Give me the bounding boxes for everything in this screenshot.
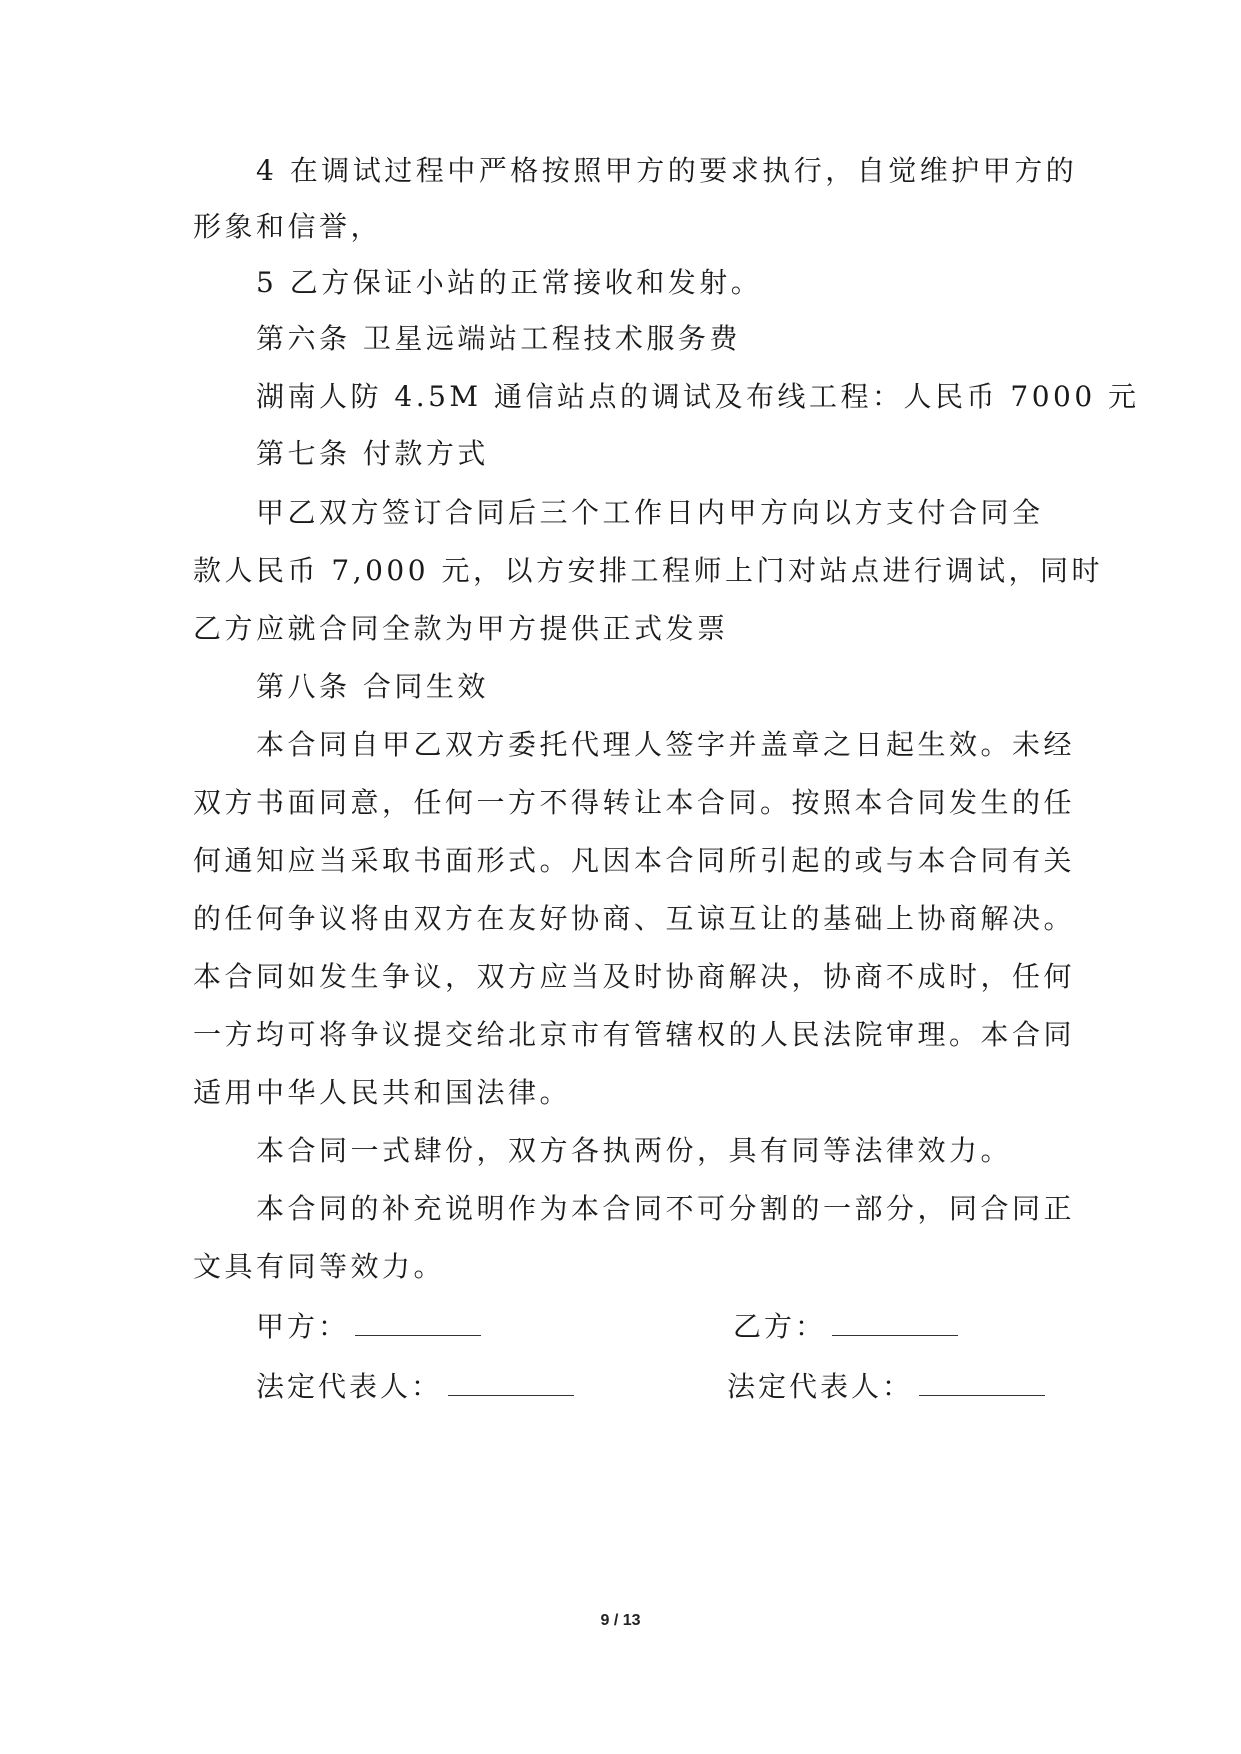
article-7-heading: 第七条 付款方式 <box>256 437 489 470</box>
party-b-label: 乙方： <box>733 1310 827 1343</box>
supplement-clause-line-1: 本合同的补充说明作为本合同不可分割的一部分，同合同正 <box>256 1192 1076 1225</box>
rep-b-label: 法定代表人： <box>727 1370 914 1403</box>
rep-a-blank-line[interactable] <box>448 1369 574 1396</box>
rep-a-signature <box>256 1367 574 1407</box>
article-8-line-1: 本合同自甲乙双方委托代理人签字并盖章之日起生效。未经 <box>256 728 1076 761</box>
rep-b-signature <box>727 1367 1045 1407</box>
rep-a-label: 法定代表人： <box>256 1370 443 1403</box>
clause-4-line-2: 形象和信誉， <box>193 210 383 243</box>
party-a-blank-line[interactable] <box>355 1309 481 1336</box>
party-a-signature <box>256 1307 481 1347</box>
party-a-label: 甲方： <box>256 1310 350 1343</box>
article-8-line-2: 双方书面同意，任何一方不得转让本合同。按照本合同发生的任 <box>193 786 1076 819</box>
party-b-signature <box>733 1307 958 1347</box>
article-7-line-3: 乙方应就合同全款为甲方提供正式发票 <box>193 612 729 645</box>
article-7-line-1: 甲乙双方签订合同后三个工作日内甲方向以方支付合同全 <box>256 496 1044 529</box>
article-8-line-4: 的任何争议将由双方在友好协商、互谅互让的基础上协商解决。 <box>193 902 1076 935</box>
article-8-line-3: 何通知应当采取书面形式。凡因本合同所引起的或与本合同有关 <box>193 844 1076 877</box>
copies-clause: 本合同一式肆份，双方各执两份，具有同等法律效力。 <box>256 1134 1013 1167</box>
article-8-heading: 第八条 合同生效 <box>256 670 489 703</box>
rep-b-blank-line[interactable] <box>919 1369 1045 1396</box>
supplement-clause-line-2: 文具有同等效力。 <box>193 1250 446 1283</box>
party-b-blank-line[interactable] <box>832 1309 958 1336</box>
article-7-line-2: 款人民币 7,000 元，以方安排工程师上门对站点进行调试，同时 <box>193 554 1103 587</box>
clause-4-line-1: 4 在调试过程中严格按照甲方的要求执行，自觉维护甲方的 <box>256 154 1078 187</box>
article-8-line-5: 本合同如发生争议，双方应当及时协商解决，协商不成时，任何 <box>193 960 1076 993</box>
page-number: 9 / 13 <box>600 1612 641 1629</box>
article-6-heading: 第六条 卫星远端站工程技术服务费 <box>256 322 741 355</box>
clause-5: 5 乙方保证小站的正常接收和发射。 <box>256 266 763 299</box>
article-8-line-6: 一方均可将争议提交给北京市有管辖权的人民法院审理。本合同 <box>193 1018 1076 1051</box>
article-8-line-7: 适用中华人民共和国法律。 <box>193 1076 572 1109</box>
article-6-fee-line: 湖南人防 4.5M 通信站点的调试及布线工程：人民币 7000 元 <box>256 380 1140 413</box>
